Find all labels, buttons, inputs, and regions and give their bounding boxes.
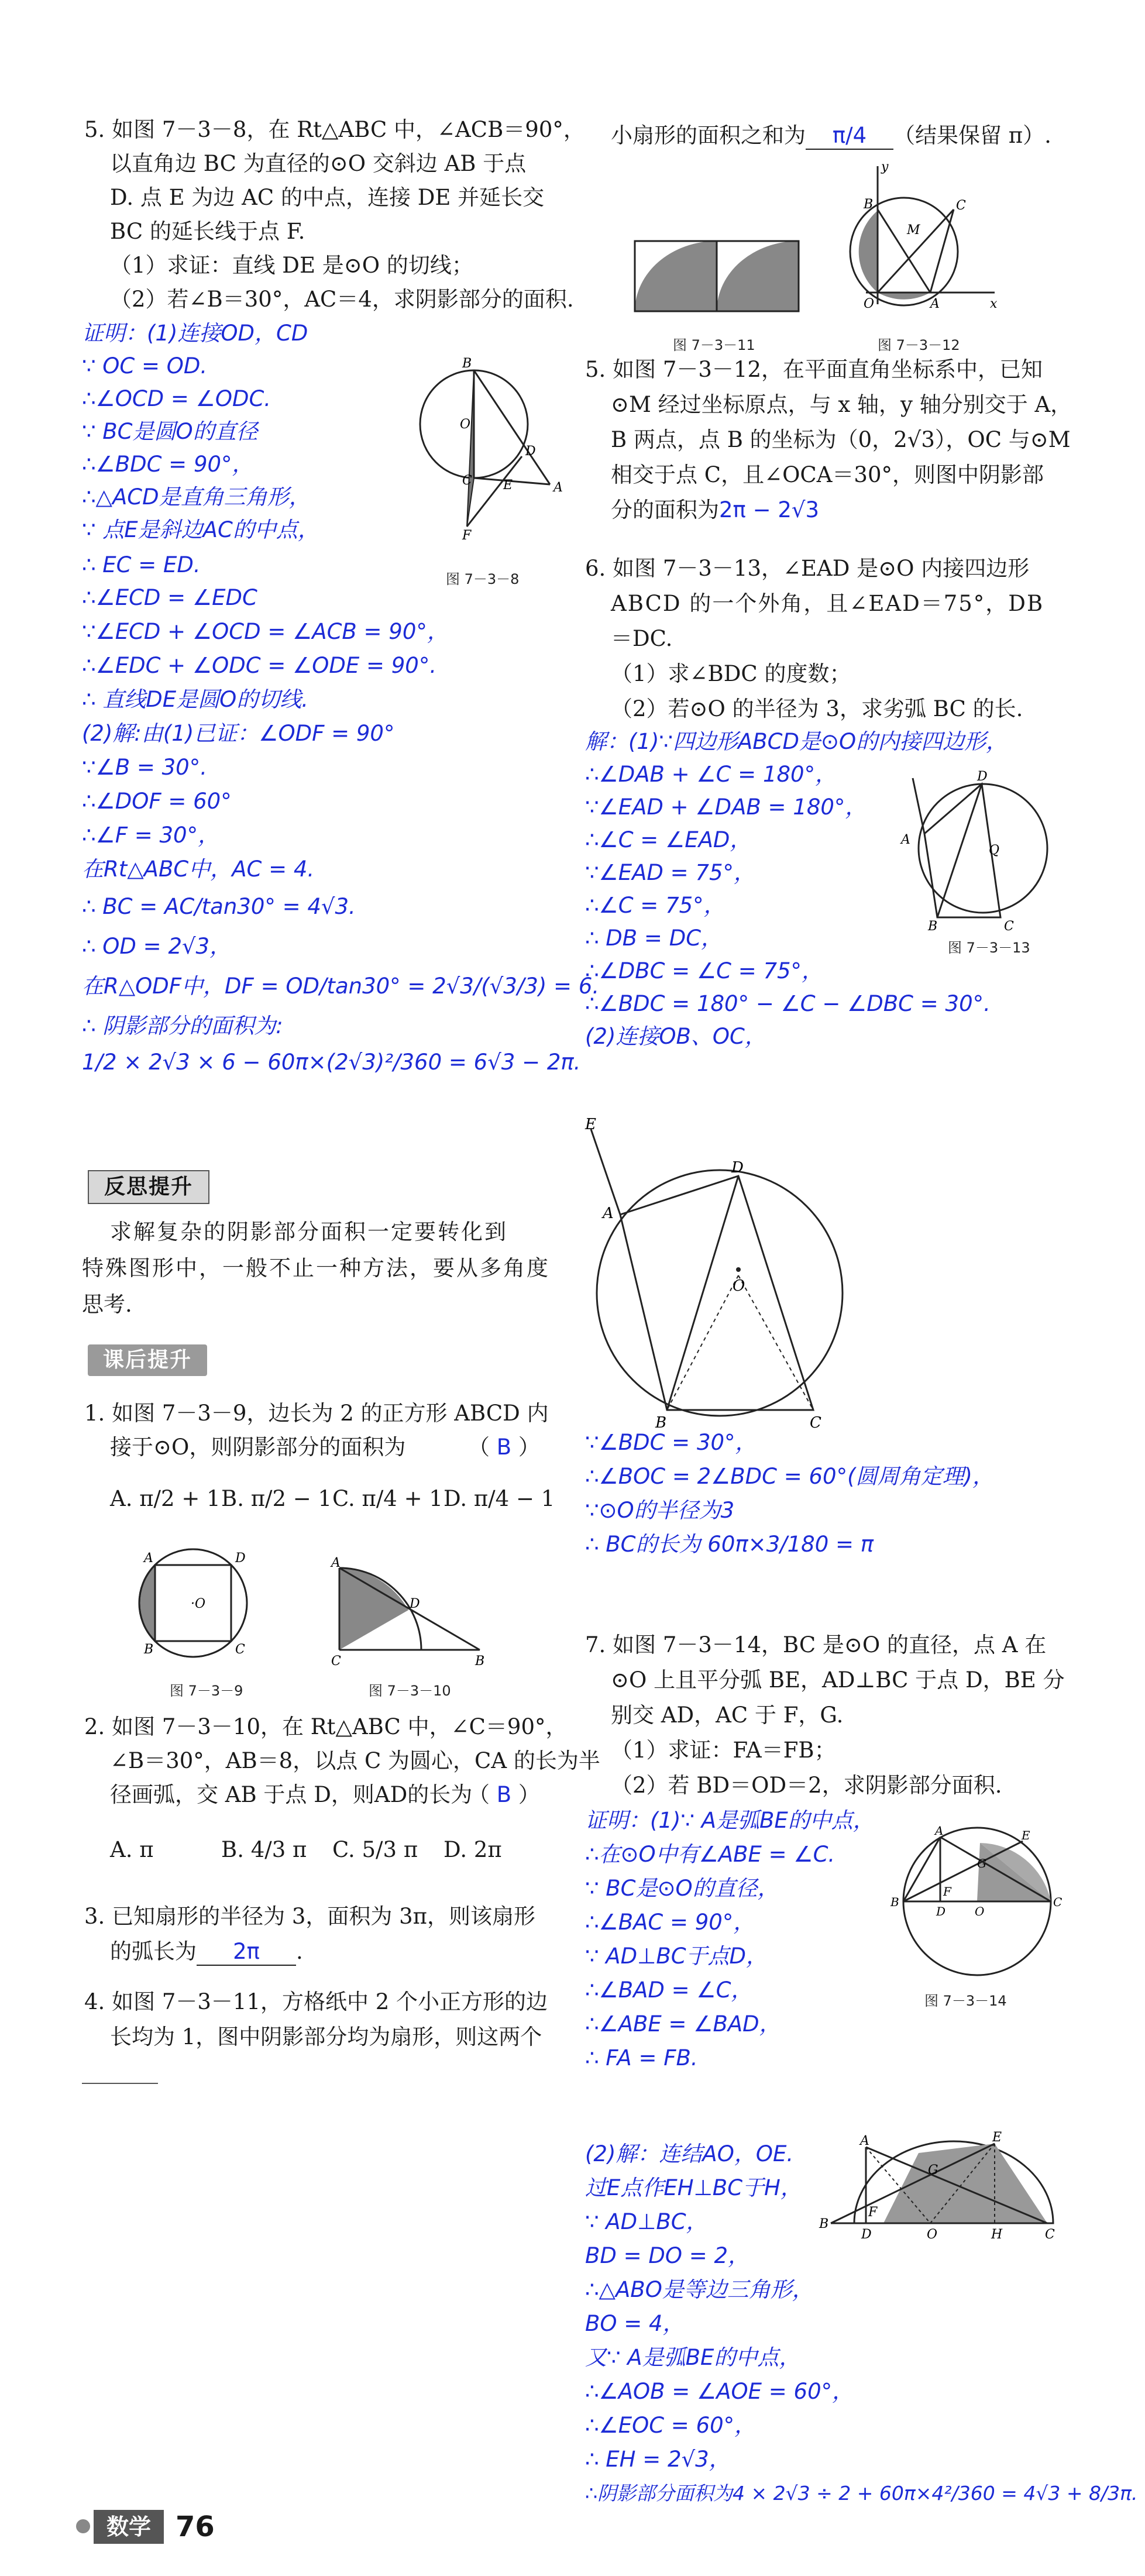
answer-q1: B	[496, 1435, 512, 1460]
subject-tag: 数学	[94, 2510, 164, 2544]
problem-text: ∠B＝30°，AB＝8，以点 C 为圆心，CA 的长为半	[110, 1748, 600, 1773]
svg-text:B: B	[890, 1895, 899, 1909]
svg-text:D: D	[731, 1159, 744, 1177]
problem-text: 以直角边 BC 为直径的⊙O 交斜边 AB 于点	[110, 151, 527, 176]
figure-7-3-8	[415, 351, 573, 568]
solution-line: ∴∠BOC = 2∠BDC = 60°(圆周角定理)，	[585, 1464, 994, 1489]
svg-text:H: H	[991, 2227, 1003, 2242]
svg-text:D: D	[861, 2227, 872, 2242]
solution-line: ∴ EC = ED.	[82, 552, 201, 577]
answer-paren: （ B ）	[468, 1435, 540, 1460]
problem-text: （2）若⊙O 的半径为 3，求劣弧 BC 的长.	[611, 696, 1023, 721]
svg-text:A: A	[901, 833, 910, 847]
svg-text:O: O	[975, 1904, 985, 1918]
solution-line: ∴ 阴影部分的面积为:	[82, 1013, 283, 1038]
svg-text:E: E	[1022, 1828, 1030, 1842]
svg-text:O: O	[864, 297, 875, 311]
solution-line: ∴△ACD是直角三角形，	[82, 484, 311, 510]
solution-line: (2)解:由(1)已证：∠ODF = 90°	[82, 721, 395, 746]
svg-text:B: B	[475, 1654, 485, 1669]
reflect-text: 求解复杂的阴影部分面积一定要转化到	[110, 1219, 508, 1244]
svg-text:Q: Q	[989, 843, 1000, 858]
problem-text: BC 的延长线于点 F.	[110, 219, 305, 244]
problem-text: 相交于点 C，且∠OCA＝30°，则图中阴影部	[611, 462, 1044, 487]
solution-line: ∴在⊙O中有∠ABE = ∠C.	[585, 1842, 835, 1867]
solution-line: 证明：(1)连接OD，CD	[82, 321, 308, 346]
solution-line: ∴∠ABE = ∠BAD，	[585, 2011, 781, 2037]
solution-line: ∴∠F = 30°，	[82, 823, 220, 848]
problem-text: 径画弧，交 AB 于点 D，则AD的长为	[110, 1782, 473, 1807]
solution-line: ∴∠C = ∠EAD，	[585, 827, 752, 852]
solution-line: ∵ BC是⊙O的直径，	[585, 1876, 779, 1901]
svg-text:O: O	[733, 1277, 745, 1295]
svg-text:B: B	[819, 2217, 829, 2231]
problem-text: （2）若 BD＝OD＝2，求阴影部分面积.	[611, 1773, 1002, 1798]
solution-line: ∴∠BAD = ∠C，	[585, 1977, 753, 2003]
option-d: D. π/4 − 1	[443, 1486, 555, 1511]
solution-line: ∴ FA = FB.	[585, 2045, 698, 2071]
svg-text:O: O	[927, 2227, 938, 2242]
solution-line: ∴△ABO是等边三角形，	[585, 2277, 814, 2302]
option-b: B. 4/3 π	[221, 1837, 307, 1862]
option-c: C. π/4 + 1	[332, 1486, 443, 1511]
problem-text: ＝DC.	[611, 626, 673, 651]
svg-text:F: F	[462, 528, 472, 543]
solution-line: ∵∠ECD + ∠OCD = ∠ACB = 90°，	[82, 619, 449, 644]
figure-7-3-12	[843, 158, 1006, 328]
solution-line: (2)解：连结AO，OE.	[585, 2141, 794, 2166]
svg-text:y: y	[881, 160, 889, 174]
figure-caption: 图 7－3－8	[446, 571, 520, 587]
solution-line: ∴∠C = 75°，	[585, 893, 725, 918]
answer-q5-right: 2π − 2√3	[719, 497, 819, 522]
figure-caption: 图 7－3－11	[673, 337, 755, 353]
svg-text:O: O	[460, 417, 471, 432]
solution-line: ∵ 点E是斜边AC的中点，	[82, 517, 319, 542]
problem-text: 4. 如图 7－3－11，方格纸中 2 个小正方形的边	[84, 1989, 548, 2014]
problem-text: 接于⊙O，则阴影部分的面积为	[110, 1435, 406, 1460]
svg-text:C: C	[1045, 2227, 1055, 2242]
solution-line: 过E点作EH⊥BC于H，	[585, 2175, 802, 2200]
svg-text:G: G	[928, 2163, 938, 2178]
solution-line: ∵∠EAD + ∠DAB = 180°，	[585, 795, 867, 820]
solution-line: ∴ DB = DC，	[585, 926, 723, 951]
problem-text: 别交 AD，AC 于 F，G.	[611, 1703, 844, 1728]
problem-text: 3. 已知扇形的半径为 3，面积为 3π，则该扇形	[84, 1904, 535, 1929]
problem-text: B 两点，点 B 的坐标为（0，2√3），OC 与⊙M	[611, 427, 1071, 452]
problem-text: 5. 如图 7－3－12，在平面直角坐标系中，已知	[585, 357, 1043, 382]
svg-text:F: F	[943, 1884, 951, 1899]
solution-line: BD = DO = 2，	[585, 2243, 750, 2268]
solution-line: ∴ 直线DE是圆O的切线.	[82, 687, 309, 712]
svg-text:D: D	[977, 769, 988, 784]
svg-text:C: C	[1004, 919, 1014, 934]
svg-text:B: B	[928, 919, 938, 934]
section-header-after-class: 课后提升	[88, 1344, 207, 1376]
page-number: 76	[176, 2510, 215, 2543]
svg-text:x: x	[990, 297, 998, 311]
figure-7-3-13	[901, 761, 1059, 934]
solution-line: ∵ BC是圆O的直径	[82, 419, 258, 444]
svg-text:G: G	[977, 1856, 986, 1870]
footer-dot	[76, 2519, 90, 2533]
answer-q3: 2π	[197, 1939, 296, 1966]
problem-text: ⊙M 经过坐标原点，与 x 轴，y 轴分别交于 A，	[611, 392, 1072, 417]
solution-line: 又∵ A是弧BE的中点，	[585, 2345, 801, 2370]
svg-text:C: C	[1053, 1895, 1063, 1909]
problem-text: ABCD 的一个外角，且∠EAD＝75°，DB	[611, 591, 1044, 616]
svg-text:B: B	[144, 1642, 154, 1657]
svg-text:A: A	[144, 1551, 153, 1566]
svg-text:C: C	[235, 1642, 245, 1657]
problem-text: D. 点 E 为边 AC 的中点，连接 DE 并延长交	[110, 185, 545, 210]
problem-text: ⊙O 上且平分弧 BE，AD⊥BC 于点 D，BE 分	[611, 1667, 1065, 1693]
solution-line: ∵⊙O的半径为3	[585, 1498, 735, 1523]
problem-text: （2）若∠B＝30°，AC＝4，求阴影部分的面积.	[110, 287, 574, 312]
option-a: A. π/2 + 1	[110, 1486, 221, 1511]
figure-caption: 图 7－3－13	[948, 940, 1030, 956]
svg-text:·O: ·O	[191, 1597, 206, 1611]
section-header-reflect: 反思提升	[88, 1170, 209, 1204]
svg-text:A: A	[553, 480, 563, 495]
solution-line: ∴∠BDC = 180° − ∠C − ∠DBC = 30°.	[585, 991, 991, 1016]
reflect-text: 思考.	[82, 1292, 132, 1317]
figure-q6-solution	[585, 1117, 854, 1433]
solution-line: ∵∠BDC = 30°，	[585, 1430, 757, 1455]
figure-caption: 图 7－3－10	[369, 1683, 451, 1699]
svg-text:C: C	[956, 198, 966, 213]
solution-line: 1/2 × 2√3 × 6 − 60π×(2√3)²/360 = 6√3 − 2π.	[82, 1050, 581, 1075]
figure-7-3-9	[135, 1545, 252, 1662]
solution-line: ∴ BC的长为 60π×3/180 = π	[585, 1532, 874, 1557]
divider	[82, 2083, 158, 2084]
solution-line: 在Rt△ABC中，AC = 4.	[82, 857, 315, 882]
solution-line: BO = 4，	[585, 2311, 685, 2336]
solution-line: 证明：(1)∵ A是弧BE的中点，	[585, 1808, 875, 1833]
solution-line: ∵∠B = 30°.	[82, 755, 207, 780]
option-b: B. π/2 − 1	[221, 1486, 332, 1511]
svg-text:C: C	[331, 1654, 341, 1669]
solution-line: ∵∠EAD = 75°，	[585, 860, 755, 885]
solution-line: ∴∠EOC = 60°，	[585, 2413, 757, 2438]
svg-text:B: B	[864, 197, 874, 212]
figure-caption: 图 7－3－9	[170, 1683, 243, 1699]
svg-text:M: M	[907, 223, 920, 238]
solution-line: ∴∠OCD = ∠ODC.	[82, 386, 271, 411]
answer-paren: （ B ）	[468, 1782, 540, 1807]
solution-line: 解：(1)∵四边形ABCD是⊙O的内接四边形，	[585, 729, 1008, 754]
svg-text:D: D	[936, 1904, 946, 1918]
svg-text:E: E	[585, 1116, 596, 1133]
svg-text:F: F	[868, 2205, 878, 2220]
svg-text:D: D	[410, 1597, 420, 1611]
option-a: A. π	[110, 1837, 154, 1862]
problem-text: 1. 如图 7－3－9，边长为 2 的正方形 ABCD 内	[84, 1401, 549, 1426]
solution-line: ∴阴影部分面积为4 × 2√3 ÷ 2 + 60π×4²/360 = 4√3 + 8/3π.	[585, 2482, 1138, 2505]
solution-line: ∴∠ECD = ∠EDC	[82, 585, 257, 610]
figure-caption: 图 7－3－14	[924, 1993, 1007, 2009]
solution-line: ∴ BC = AC/tan30° = 4√3.	[82, 894, 356, 919]
svg-text:D: D	[235, 1551, 246, 1566]
solution-line: ∴∠DAB + ∠C = 180°，	[585, 762, 837, 787]
svg-text:E: E	[503, 478, 513, 493]
figure-7-3-10	[328, 1556, 497, 1667]
svg-text:D: D	[525, 444, 536, 459]
reflect-text: 特殊图形中，一般不止一种方法，要从多角度	[82, 1256, 550, 1281]
problem-text: 7. 如图 7－3－14，BC 是⊙O 的直径，点 A 在	[585, 1632, 1047, 1657]
svg-text:E: E	[992, 2130, 1002, 2145]
solution-line: ∴ EH = 2√3，	[585, 2447, 731, 2472]
solution-line: ∴∠BDC = 90°，	[82, 452, 254, 477]
solution-line: ∵ AD⊥BC，	[585, 2209, 708, 2234]
problem-text: 小扇形的面积之和为 π/4 （结果保留 π）.	[611, 123, 1051, 150]
problem-text: 5. 如图 7－3－8，在 Rt△ABC 中，∠ACB＝90°，	[84, 117, 585, 142]
solution-line: (2)连接OB、OC，	[585, 1024, 766, 1049]
answer-q2: B	[496, 1782, 512, 1807]
option-d: D. 2π	[443, 1837, 502, 1862]
problem-text: 2. 如图 7－3－10，在 Rt△ABC 中，∠C＝90°，	[84, 1714, 568, 1739]
solution-line: 在R△ODF中，DF = OD/tan30° = 2√3/(√3/3) = 6.	[82, 974, 600, 999]
svg-text:A: A	[930, 297, 940, 311]
problem-text: 长均为 1，图中阴影部分均为扇形，则这两个	[110, 2024, 542, 2049]
solution-line: ∵ AD⊥BC于点D，	[585, 1944, 768, 1969]
solution-line: ∴∠DOF = 60°	[82, 789, 232, 814]
svg-text:B: B	[655, 1414, 667, 1432]
problem-text: （1）求证：直线 DE 是⊙O 的切线；	[110, 253, 473, 278]
solution-line: ∴ OD = 2√3，	[82, 934, 232, 959]
figure-7-3-11	[632, 234, 813, 316]
solution-line: ∴∠EDC + ∠ODC = ∠ODE = 90°.	[82, 653, 437, 678]
svg-text:A: A	[935, 1824, 944, 1838]
answer-q4: π/4	[806, 123, 893, 150]
solution-line: ∴∠BAC = 90°，	[585, 1910, 755, 1935]
svg-text:A: A	[860, 2134, 869, 2148]
svg-text:A: A	[603, 1205, 614, 1222]
problem-text: 分的面积为2π − 2√3	[611, 497, 819, 522]
svg-text:B: B	[462, 356, 472, 371]
option-c: C. 5/3 π	[332, 1837, 418, 1862]
svg-text:C: C	[810, 1414, 821, 1432]
problem-text: （1）求证：FA＝FB；	[611, 1738, 836, 1763]
figure-7-3-14	[889, 1825, 1065, 1977]
figure-q7-solution	[819, 2130, 1055, 2282]
svg-text:C: C	[462, 473, 472, 488]
solution-line: ∵ OC = OD.	[82, 353, 208, 379]
svg-text:A: A	[331, 1556, 341, 1570]
problem-text: 的弧长为 2π .	[110, 1939, 303, 1966]
problem-text: 6. 如图 7－3－13，∠EAD 是⊙O 内接四边形	[585, 556, 1030, 581]
solution-line: ∴∠DBC = ∠C = 75°，	[585, 958, 824, 983]
figure-caption: 图 7－3－12	[878, 337, 960, 353]
solution-line: ∴∠AOB = ∠AOE = 60°，	[585, 2379, 854, 2404]
problem-text: （1）求∠BDC 的度数；	[611, 661, 851, 686]
